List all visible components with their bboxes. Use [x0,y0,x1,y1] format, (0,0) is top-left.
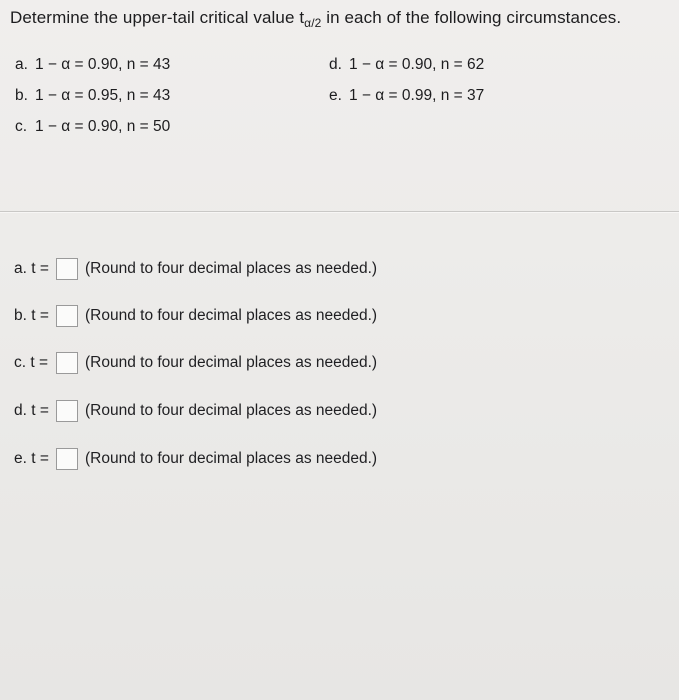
case-text: 1 − α = 0.90, n = 50 [35,118,171,135]
question-suffix: in each of the following circumstances. [321,8,622,27]
case-d [329,56,484,74]
case-b [15,87,170,105]
rounding-hint: (Round to four decimal places as needed.) [85,450,378,467]
answer-label: a. t = [14,260,49,277]
rounding-hint: (Round to four decimal places as needed.) [85,260,378,277]
rounding-hint: (Round to four decimal places as needed.) [85,354,378,371]
case-a [15,56,170,74]
rounding-hint: (Round to four decimal places as needed.) [85,402,378,419]
case-text: 1 − α = 0.90, n = 43 [35,56,171,73]
case-letter: d. [329,56,342,73]
case-letter: a. [15,56,28,73]
answer-label: c. t = [14,354,49,371]
case-text: 1 − α = 0.90, n = 62 [349,56,485,73]
answer-input-e[interactable] [56,448,78,470]
case-letter: e. [329,87,342,104]
case-e [329,87,484,105]
answer-row-b [14,303,377,329]
case-letter: c. [15,118,28,135]
question-prefix: Determine the upper-tail critical value t [10,8,305,27]
answer-row-a [14,256,377,282]
answer-input-b[interactable] [56,305,78,327]
answer-input-a[interactable] [56,258,78,280]
case-letter: b. [15,87,28,104]
answer-row-d [14,398,377,424]
section-divider [0,211,679,212]
answer-label: d. t = [14,402,49,419]
question-title [10,8,621,30]
answer-row-e [14,446,377,472]
answer-label: e. t = [14,450,49,467]
case-text: 1 − α = 0.99, n = 37 [349,87,485,104]
answer-input-c[interactable] [56,352,78,374]
answer-label: b. t = [14,307,49,324]
case-c [15,118,170,136]
answer-row-c [14,350,377,376]
question-subscript: α/2 [304,16,322,30]
answer-input-d[interactable] [56,400,78,422]
case-text: 1 − α = 0.95, n = 43 [35,87,171,104]
rounding-hint: (Round to four decimal places as needed.) [85,307,378,324]
